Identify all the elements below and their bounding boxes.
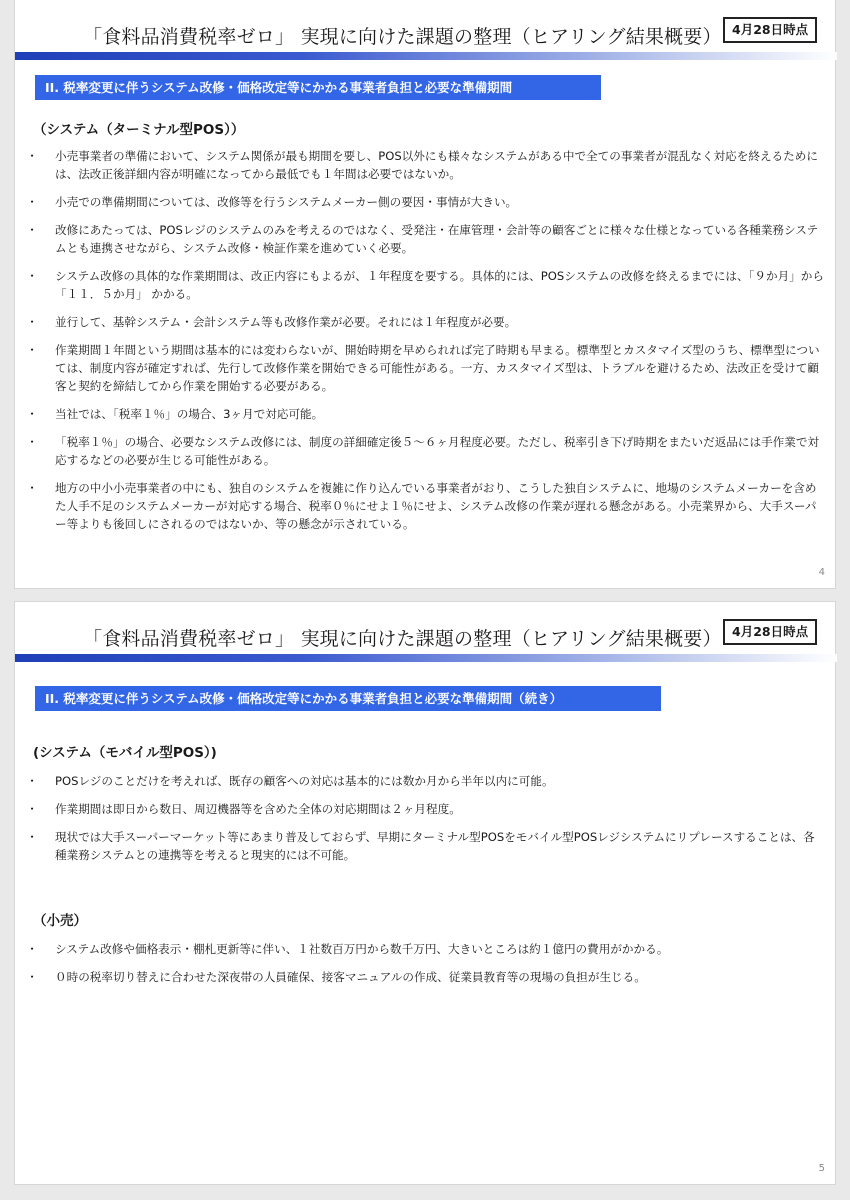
date-badge: 4月28日時点 [723, 17, 817, 43]
bullet-dot: ・ [26, 830, 38, 844]
header-gradient-bar [15, 654, 837, 662]
slide-title: 「食料品消費税率ゼロ」 実現に向けた課題の整理（ヒアリング結果概要） [83, 26, 722, 48]
list-item [25, 193, 825, 211]
bullet-list [25, 147, 825, 543]
bullet-text: 小売での準備期間については、改修等を行うシステムメーカー側の要因・事情が大きい。 [55, 195, 518, 209]
list-item [25, 341, 825, 395]
list-item [25, 479, 825, 533]
section-heading: II. 税率変更に伴うシステム改修・価格改定等にかかる事業者負担と必要な準備期間 [35, 75, 601, 100]
list-item [25, 405, 825, 423]
list-item [25, 968, 825, 986]
bullet-dot: ・ [26, 149, 38, 163]
bullet-dot: ・ [26, 195, 38, 209]
bullet-text: 地方の中小小売事業者の中にも、独自のシステムを複雑に作り込んでいる事業者がおり、こうした独自システムに、地場のシステムメーカーを含めた人手不足のシステムメーカーが対応する場合、税率０％にせよ１％にせよ、システム改修の作業が遅れる懸念がある。小売業界から、大手スーパー等よりも後回しにされるのではないか、等の懸念が示されている。 [55, 481, 817, 531]
header-gradient-bar [15, 52, 837, 60]
bullet-dot: ・ [26, 942, 38, 956]
bullet-text: 現状では大手スーパーマーケット等にあまり普及しておらず、早期にターミナル型POSをモバイル型POSレジシステムにリプレースすることは、各種業務システムとの連携等を考えると現実的には不可能。 [55, 830, 815, 862]
bullet-dot: ・ [26, 802, 38, 816]
bullet-dot: ・ [26, 774, 38, 788]
bullet-text: 作業期間は即日から数日、周辺機器等を含めた全体の対応期間は２ヶ月程度。 [55, 802, 461, 816]
bullet-text: 当社では、「税率１％」の場合、3ヶ月で対応可能。 [55, 407, 324, 421]
subheading-mobile-pos: (システム（モバイル型POS）) [33, 745, 217, 761]
list-item [25, 267, 825, 303]
list-item [25, 772, 825, 790]
bullet-text: 改修にあたっては、POSレジのシステムのみを考えるのではなく、受発注・在庫管理・会計等の顧客ごとに様々な仕様となっている各種業務システムとも連携させながら、システム改修・検証作業を進めていく必要。 [55, 223, 819, 255]
bullet-text: 「税率１％」の場合、必要なシステム改修には、制度の詳細確定後５～６ヶ月程度必要。ただし、税率引き下げ時期をまたいだ返品には手作業で対応するなどの必要が生じる可能性がある。 [55, 435, 820, 467]
bullet-dot: ・ [26, 343, 38, 357]
bullet-dot: ・ [26, 435, 38, 449]
list-item [25, 313, 825, 331]
bullet-text: POSレジのことだけを考えれば、既存の顧客への対応は基本的には数か月から半年以内に可能。 [55, 774, 554, 788]
list-item [25, 147, 825, 183]
bullet-dot: ・ [26, 481, 38, 495]
list-item [25, 940, 825, 958]
page-number: 5 [818, 1163, 825, 1174]
section-heading: II. 税率変更に伴うシステム改修・価格改定等にかかる事業者負担と必要な準備期間（続き） [35, 686, 661, 711]
bullet-text: 小売事業者の準備において、システム関係が最も期間を要し、POS以外にも様々なシステムがある中で全ての事業者が混乱なく対応を終えるためには、法改正後詳細内容が明確になってから最低でも１年間は必要ではないか。 [55, 149, 818, 181]
bullet-text: システム改修や価格表示・棚札更新等に伴い、１社数百万円から数千万円、大きいところは約１億円の費用がかかる。 [55, 942, 669, 956]
list-item [25, 433, 825, 469]
bullet-list [25, 940, 825, 996]
bullet-dot: ・ [26, 407, 38, 421]
list-item [25, 828, 825, 864]
date-badge: 4月28日時点 [723, 619, 817, 645]
slide-page-4 [14, 0, 836, 589]
bullet-text: システム改修の具体的な作業期間は、改正内容にもよるが、１年程度を要する。具体的には、POSシステムの改修を終えるまでには、「９か月」から「１１．５か月」 かかる。 [55, 269, 824, 301]
subheading-terminal-pos: （システム（ターミナル型POS）） [33, 122, 245, 138]
list-item [25, 800, 825, 818]
bullet-dot: ・ [26, 223, 38, 237]
slide-title: 「食料品消費税率ゼロ」 実現に向けた課題の整理（ヒアリング結果概要） [83, 628, 722, 650]
bullet-dot: ・ [26, 315, 38, 329]
bullet-text: 並行して、基幹システム・会計システム等も改修作業が必要。それには１年程度が必要。 [55, 315, 517, 329]
bullet-dot: ・ [26, 970, 38, 984]
list-item [25, 221, 825, 257]
bullet-text: ０時の税率切り替えに合わせた深夜帯の人員確保、接客マニュアルの作成、従業員教育等の現場の負担が生じる。 [55, 970, 646, 984]
subheading-retail: （小売） [33, 913, 87, 929]
slide-page-5 [14, 601, 836, 1185]
page-number: 4 [818, 567, 825, 578]
bullet-text: 作業期間１年間という期間は基本的には変わらないが、開始時期を早められれば完了時期も早まる。標準型とカスタマイズ型のうち、標準型については、制度内容が確定すれば、先行して改修作業を開始できる可能性がある。一方、カスタマイズ型は、トラブルを避けるため、法改正を受けて顧客と契約を締結してから作業を開始する必要がある。 [55, 343, 820, 393]
bullet-list [25, 772, 825, 874]
bullet-dot: ・ [26, 269, 38, 283]
